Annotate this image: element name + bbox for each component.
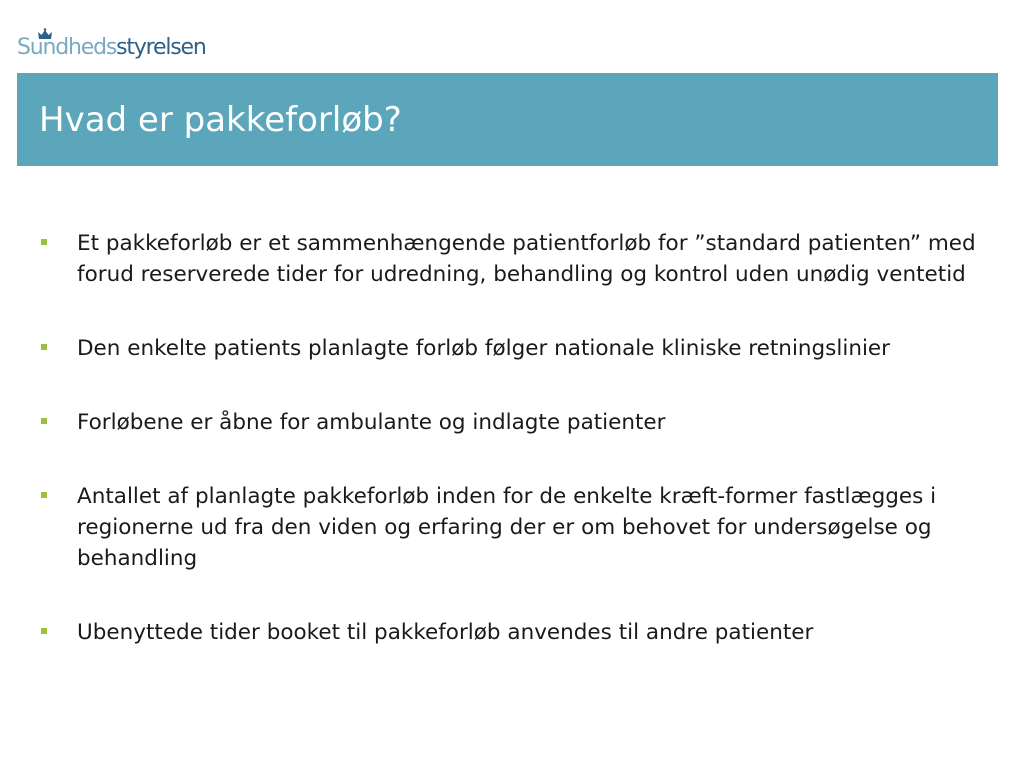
bullet-list [40,228,980,648]
title-bar [17,73,998,166]
bullet-square-icon [41,418,47,424]
bullet-text: Forløbene er åbne for ambulante og indlagte patienter [77,410,666,435]
bullet-item [40,407,980,438]
logo-text-light: Sundheds [17,35,117,60]
bullet-text: Den enkelte patients planlagte forløb følger nationale kliniske retningslinier [77,336,891,361]
bullet-square-icon [41,628,47,634]
bullet-text: Et pakkeforløb er et sammenhængende patientforløb for ”standard patienten” med forud reserverede tider for udredning, behandling og kontrol uden unødig ventetid [77,231,976,287]
bullet-item [40,617,980,648]
logo-wordmark [17,34,206,62]
bullet-text: Ubenyttede tider booket til pakkeforløb anvendes til andre patienter [77,620,814,645]
sundhedsstyrelsen-logo [17,28,217,66]
slide-title: Hvad er pakkeforløb? [39,100,402,140]
bullet-text: Antallet af planlagte pakkeforløb inden for de enkelte kræft-former fastlægges i regionerne ud fra den viden og erfaring der er om behovet for undersøgelse og behandling [77,484,937,571]
bullet-item [40,333,980,364]
bullet-square-icon [41,344,47,350]
bullet-square-icon [41,239,47,245]
bullet-item [40,228,980,290]
logo-text-dark: styrelsen [116,35,206,60]
bullet-square-icon [41,492,47,498]
bullet-item [40,481,980,574]
